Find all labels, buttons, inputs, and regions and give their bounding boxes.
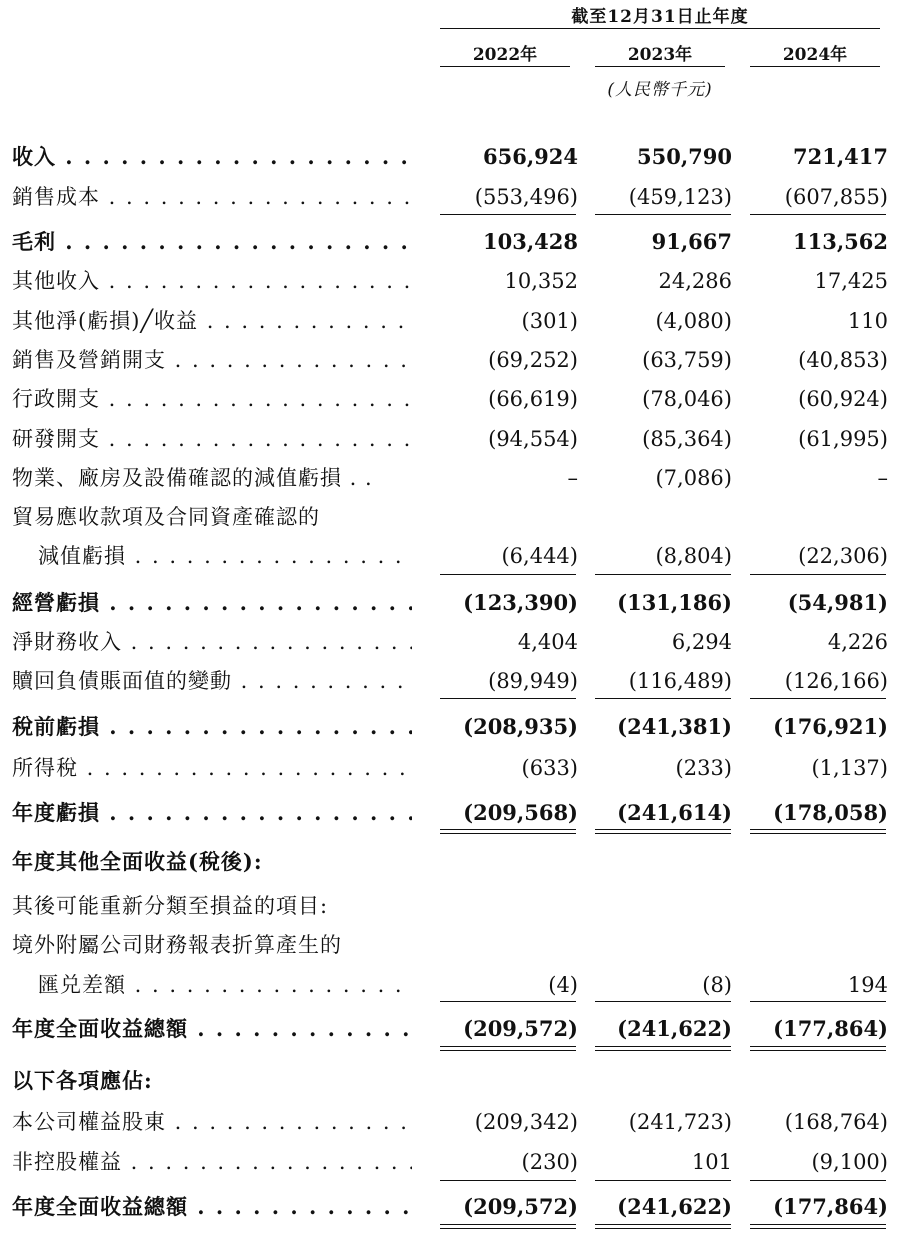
row-label: 經營虧損 . . . [12,588,412,618]
row-value-2022: (209,342) [474,1110,578,1134]
subtotal-underline [750,214,886,215]
row-value-2022: – [567,466,578,490]
row-value-2024: (22,306) [798,544,888,568]
subtotal-underline [595,214,731,215]
period-header: 截至12月31日止年度 [571,7,749,27]
row-value-2023: (7,086) [655,466,732,490]
row-value-2023: 24,286 [658,269,732,293]
row-value-2024: 110 [847,309,888,333]
table-row [0,798,900,828]
table-row [0,627,900,657]
row-label: 淨財務收入 . . . [12,627,412,657]
row-label: 減值虧損 . . . [38,541,412,571]
table-row [0,463,900,493]
row-value-2024: (178,058) [773,800,888,825]
subtotal-underline [440,1001,576,1002]
row-value-2023: 6,294 [671,630,732,654]
row-value-2022: (4) [548,973,578,997]
subtotal-underline [750,1180,886,1181]
subtotal-underline [595,698,731,699]
row-value-2022: (123,390) [463,590,578,615]
row-value-2022: (6,444) [501,544,578,568]
row-value-2023: (116,489) [628,669,732,693]
table-row [0,1192,900,1222]
table-row [0,666,900,696]
table-row [0,1014,900,1044]
row-label: 銷售成本 . . . [12,182,412,212]
row-value-2024: (168,764) [784,1110,888,1134]
row-label: 稅前虧損 . . . [12,712,412,742]
row-label: 研發開支 . . . [12,424,412,454]
row-label: 銷售及營銷開支 . . . [12,345,412,375]
table-row [0,847,900,877]
header-rule [440,28,880,29]
year-rule [750,66,880,67]
row-value-2022: 103,428 [483,229,578,254]
row-value-2024: 4,226 [827,630,888,654]
row-label: 收入 . . . [12,142,412,172]
table-row [0,753,900,783]
double-underline [440,829,576,834]
table-row [0,502,900,532]
table-row [0,970,900,1000]
row-value-2023: 550,790 [637,144,732,169]
row-value-2024: (177,864) [773,1194,888,1219]
year-header-2022: 2022年 [472,45,538,65]
row-value-2022: (209,572) [463,1194,578,1219]
double-underline [595,1046,731,1051]
row-value-2022: 10,352 [504,269,578,293]
table-row [0,1066,900,1096]
row-label: 贖回負債賬面值的變動 . . . [12,666,412,696]
row-value-2022: (208,935) [463,714,578,739]
row-value-2022: (209,572) [463,1016,578,1041]
row-value-2024: 17,425 [814,269,888,293]
subtotal-underline [440,1180,576,1181]
table-row [0,588,900,618]
row-value-2022: (69,252) [488,348,578,372]
row-value-2022: (301) [521,309,578,333]
row-label: 其後可能重新分類至損益的項目: [12,894,329,918]
row-value-2023: (131,186) [617,590,732,615]
row-value-2023: 91,667 [651,229,732,254]
row-value-2024: (177,864) [773,1016,888,1041]
row-label: 所得稅 . . . [12,753,412,783]
row-value-2023: (241,622) [617,1194,732,1219]
row-label: 毛利 . . . [12,227,412,257]
table-row [0,1147,900,1177]
double-underline [750,1046,886,1051]
row-value-2024: (54,981) [787,590,888,615]
row-value-2023: (241,381) [617,714,732,739]
row-label: 年度全面收益總額 . . . [12,1192,412,1222]
subtotal-underline [440,214,576,215]
row-value-2023: (8) [702,973,732,997]
row-value-2024: (9,100) [811,1150,888,1174]
row-value-2022: (553,496) [474,185,578,209]
row-value-2022: (230) [521,1150,578,1174]
row-value-2023: (78,046) [642,387,732,411]
row-value-2024: 721,417 [793,144,888,169]
row-label: 物業、廠房及設備確認的減值虧損 . . [12,466,373,490]
row-label: 其他收入 . . . [12,266,412,296]
row-value-2024: (176,921) [773,714,888,739]
row-value-2024: – [877,466,888,490]
double-underline [595,1224,731,1229]
table-row [0,266,900,296]
year-rule [595,66,725,67]
row-value-2023: (233) [675,756,732,780]
row-value-2024: 194 [847,973,888,997]
table-row [0,142,900,172]
table-row [0,424,900,454]
subtotal-underline [750,574,886,575]
row-value-2024: 113,562 [793,229,888,254]
row-value-2023: (241,723) [628,1110,732,1134]
year-header-2024: 2024年 [782,45,848,65]
double-underline [440,1224,576,1229]
unit-label: (人民幣千元) [607,80,713,100]
row-value-2024: (40,853) [798,348,888,372]
row-value-2022: (94,554) [488,427,578,451]
double-underline [440,1046,576,1051]
row-label: 匯兑差額 . . . [38,970,412,1000]
row-label: 年度其他全面收益(稅後): [12,849,263,874]
subtotal-underline [595,1180,731,1181]
row-value-2024: (61,995) [798,427,888,451]
row-label: 境外附屬公司財務報表折算產生的 [12,933,342,957]
row-label: 以下各項應佔: [12,1068,153,1093]
table-row [0,712,900,742]
row-value-2022: 656,924 [483,144,578,169]
table-row [0,1107,900,1137]
row-value-2023: (241,614) [617,800,732,825]
table-row [0,541,900,571]
row-value-2024: (60,924) [798,387,888,411]
row-label: 非控股權益 . . . [12,1147,412,1177]
subtotal-underline [595,1001,731,1002]
row-value-2023: (459,123) [628,185,732,209]
year-header-2023: 2023年 [627,45,693,65]
double-underline [595,829,731,834]
subtotal-underline [595,574,731,575]
row-value-2024: (126,166) [784,669,888,693]
subtotal-underline [440,574,576,575]
row-value-2023: (63,759) [642,348,732,372]
row-label: 貿易應收款項及合同資產確認的 [12,505,320,529]
subtotal-underline [750,1001,886,1002]
table-row [0,306,900,336]
table-row [0,345,900,375]
table-row [0,182,900,212]
subtotal-underline [750,698,886,699]
row-label: 年度全面收益總額 . . . [12,1014,412,1044]
double-underline [750,1224,886,1229]
row-value-2022: (633) [521,756,578,780]
table-row [0,384,900,414]
row-value-2024: (607,855) [784,185,888,209]
row-value-2022: (66,619) [488,387,578,411]
double-underline [750,829,886,834]
subtotal-underline [440,698,576,699]
table-row [0,930,900,960]
row-value-2022: (209,568) [463,800,578,825]
table-row [0,227,900,257]
table-row [0,891,900,921]
row-label: 本公司權益股東 . . . [12,1107,412,1137]
row-value-2023: (241,622) [617,1016,732,1041]
row-value-2022: (89,949) [488,669,578,693]
row-value-2022: 4,404 [517,630,578,654]
row-value-2023: 101 [691,1150,732,1174]
year-rule [440,66,570,67]
row-label: 其他淨(虧損)╱收益 . . . [12,306,412,336]
row-label: 年度虧損 . . . [12,798,412,828]
row-value-2023: (85,364) [642,427,732,451]
row-value-2023: (8,804) [655,544,732,568]
row-value-2023: (4,080) [655,309,732,333]
row-value-2024: (1,137) [811,756,888,780]
row-label: 行政開支 . . . [12,384,412,414]
